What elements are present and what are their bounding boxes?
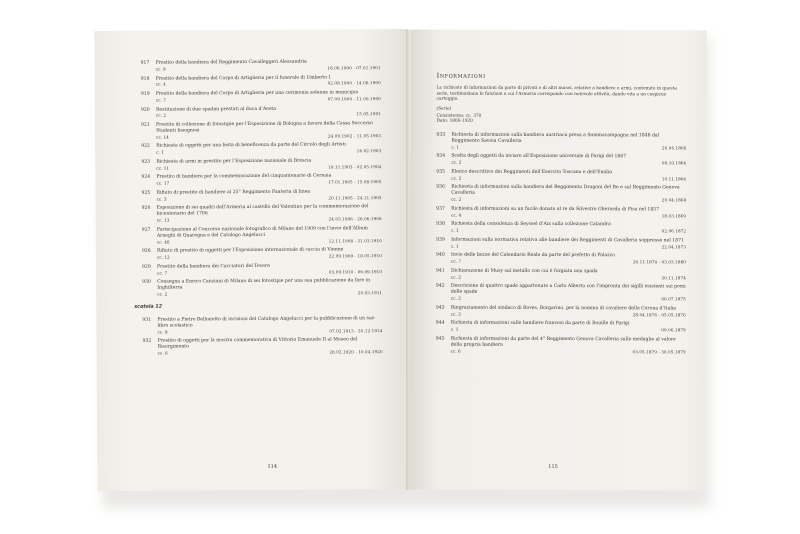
entry-date: 16.02.1903 [356, 148, 382, 154]
entry-meta [451, 160, 686, 167]
entry-folio-count: c. 1 [451, 144, 460, 150]
catalog-entry [141, 59, 381, 72]
right-page-entries [436, 133, 687, 355]
entry-date: 16.06.1900 - 07.01.1901 [327, 65, 381, 71]
left-page [94, 29, 411, 491]
entry-folio-count: cc. 7 [450, 258, 462, 264]
right-page [409, 29, 707, 490]
series-consistency: Consistenza: cc. 370 [436, 113, 482, 119]
entry-title: Informazioni sulla normativa relativa alle bandiere dei Reggimenti di Cavalleria soppresse nel 1871 [451, 237, 684, 244]
catalog-entry [436, 185, 686, 204]
entry-meta [451, 327, 686, 334]
entry-folio-count: cc. 2 [451, 175, 462, 181]
entry-number: 917 [140, 60, 150, 66]
entry-folio-count: cc. 9 [155, 66, 166, 72]
entry-folio-count: c. 1 [451, 243, 459, 249]
section-title: Informazioni [436, 71, 486, 80]
entry-number: 919 [140, 91, 150, 97]
entry-title: Richiesta di informazioni su un fucile donato al re da Silvestro Gherardu di Pisa nel 1857 [451, 206, 660, 213]
entry-folio-count: cc. 2 [451, 159, 462, 165]
entry-meta [156, 148, 381, 155]
entry-title: Richiesta di oggetti per una festa di beneficenza da parte del Circolo degli Artisti [156, 142, 346, 150]
entry-number: 935 [436, 169, 446, 175]
entry-title: Scelta degli oggetti da inviare all’Esposizione universale di Parigi del 1867 [451, 154, 627, 160]
entry-title: Prestito della bandiera dei Cacciatori del Tevere [157, 263, 270, 270]
entry-folio-count: cc. 14 [156, 134, 169, 140]
entry-folio-count: cc. 2 [450, 295, 461, 301]
entry-title: Rifiuto di prestito di bandiere al 25° Reggimento Fanteria di linea [156, 189, 311, 196]
catalog-entry [436, 336, 686, 355]
entry-folio-count: c. 1 [156, 149, 164, 155]
entry-title: Prestito di oggetti per la mostra commemorativa di Vittorio Emanuele II al Museo del Risorgimento [157, 337, 358, 350]
entry-folio-count: cc. 7 [157, 270, 168, 276]
entry-date: 02.06.1872 [661, 228, 687, 234]
catalog-entry [142, 205, 382, 224]
right-page-content [436, 72, 687, 359]
entry-meta [451, 175, 686, 182]
entry-date: 20.11.1905 - 24.11.1905 [328, 194, 382, 201]
entry-number: 922 [141, 144, 151, 150]
entry-number: 939 [436, 237, 445, 243]
entry-title: Prestito della bandiera del Corpo di Artiglieria per una cerimonia solenne in municipio [155, 90, 359, 97]
entry-folio-count: cc. 12 [156, 254, 170, 260]
entry-number: 931 [142, 317, 152, 323]
entry-meta [156, 112, 381, 119]
entry-folio-count: cc. 9 [157, 329, 168, 335]
entry-meta [157, 290, 382, 297]
entry-meta [451, 296, 686, 303]
catalog-entry [141, 121, 381, 140]
entry-folio-count: cc. 4 [451, 212, 462, 218]
entry-number: 933 [436, 132, 446, 138]
catalog-entry [436, 154, 686, 167]
entry-meta [451, 212, 686, 219]
series-label: (Serie) [436, 106, 452, 112]
entry-meta [451, 197, 686, 204]
entry-title: Dichiarazione di Musy sul metallo con cui è forgiata una spada [450, 268, 598, 274]
entry-title: Rifiuto di prestito di oggetti per l’Esposizione internazionale di caccia di Vienne [156, 247, 344, 254]
entry-title: Prestito della bandiera del Reggimento Cavalleggeri Alessandria [155, 59, 307, 66]
entry-folio-count: cc. 40 [156, 239, 170, 245]
entry-date: 06.07.1875 [661, 296, 686, 302]
entry-title: Prestito di bandiere per la commemorazione del cinquantenario di Cernaia [156, 173, 332, 181]
entry-date: 20.04.1868 [661, 197, 687, 203]
entry-folio-count: cc. 2 [450, 274, 461, 280]
entry-number: 926 [141, 206, 151, 212]
catalog-entry [142, 247, 382, 260]
catalog-entry [436, 169, 686, 182]
entry-number: 920 [140, 107, 150, 113]
entry-title: Richiesta della consulenza di Seyssel d’Aix sulla collezione Calandra [451, 221, 611, 228]
entry-folio-count: cc. 6 [157, 350, 168, 356]
entry-title: Prestito di collezione di fotostipie per l’Esposizione di Bologna a favore della Cassa Soccorso Studenti bisognosi [156, 121, 373, 134]
entry-meta [158, 349, 383, 356]
catalog-entry [436, 133, 686, 152]
catalog-entry [142, 263, 382, 276]
left-page-entries [134, 59, 383, 360]
entry-number: 943 [435, 305, 445, 311]
entry-meta [451, 228, 686, 235]
catalog-entry [142, 189, 382, 202]
entry-title: Restituzione di due spadini prestati al duca d’Aosta [155, 106, 277, 113]
entry-folio-count: c. 1 [451, 227, 459, 233]
entry-date: 12.11.1908 - 31.03.1910 [328, 237, 382, 244]
entry-meta [156, 81, 381, 88]
entry-meta [451, 348, 686, 355]
entry-folio-count: cc. 13 [156, 217, 170, 223]
entry-folio-count: cc. 6 [450, 348, 461, 354]
entry-date: 24.03.1906 - 28.06.1906 [328, 216, 382, 222]
catalog-entry [141, 174, 381, 187]
catalog-entry [141, 143, 381, 156]
catalog-entry [142, 278, 382, 297]
entry-folio-count: cc. 2 [155, 113, 167, 119]
entry-number: 945 [435, 336, 445, 342]
catalog-entry [436, 253, 686, 266]
entry-title: Richiesta di informazioni sulla bandiera del Reggimento Dragoni del Re e sul Reggimento Genova Cavalleria [451, 185, 680, 196]
entry-date: 10.11.1866 [661, 176, 687, 182]
entry-date: 07.02.1913 - 20.12.1914 [329, 327, 383, 334]
catalog-entry [141, 106, 381, 119]
catalog-entry [436, 268, 686, 281]
entry-date: 22.09.1909 - 18.05.1910 [328, 253, 382, 259]
series-meta [436, 106, 686, 125]
entry-meta [451, 243, 686, 250]
entry-title: Partecipazione al Concorso nazionale fotografico di Milano del 1909 con l’invio dell’Album Arneghi di Quaregna e del Catalogo Angelucci [156, 226, 368, 239]
entry-folio-count: c. 1 [450, 326, 459, 332]
entry-date: 20.03.1911 [357, 290, 383, 296]
section-intro: Le richieste di informazioni da parte di privati e di altri musei, relative a bandiere e armi, contenute in questa serie, testimoniano le funzioni a cui l’Armeria corrisponde con notevole attività, dando vita a un cospicuo carteggio. [436, 85, 677, 102]
entry-number: 934 [436, 153, 446, 159]
entry-number: 927 [141, 227, 151, 233]
entry-title: Richiesta di informazioni da parte del 4° Reggimento Genova Cavalleria sulle medaglie al valore della propria bandiera [450, 336, 676, 348]
entry-date: 28.02.1920 - 10.04.1920 [329, 349, 383, 355]
catalog-entry [436, 284, 686, 303]
catalog-entry [141, 75, 381, 88]
entry-number: 924 [141, 175, 151, 181]
entry-meta [451, 274, 686, 281]
entry-date: 19.11.1903 - 02.05.1904 [328, 163, 382, 170]
catalog-entry [142, 316, 382, 335]
entry-title: Invio delle bozze del Calendario Reale da parte del prefetto di Palazzo [451, 252, 615, 259]
entry-date: 03.09.1910 - 06.09.1910 [328, 268, 383, 275]
entry-folio-count: cc. 4 [155, 82, 166, 88]
entry-title: Richiesta di armi in prestito per l’Esposizione nazionale di Brescia [156, 158, 312, 165]
entry-title: Richiesta di informazioni sulla bandiera austriaca presa a Sommacampagna nel 1848 dal Reggimento Savoia Cavalleria [451, 132, 660, 144]
entry-title: Prestito a Pietro Bellonotto di incisioni del Catalogo Angelucci per la pubblicazione di un suo libro scolastico [157, 316, 375, 329]
entry-date: 17.01.1905 - 15.08.1905 [328, 179, 382, 185]
entry-date: 22.04.1873 [661, 244, 687, 250]
catalog-entry [436, 237, 686, 250]
entry-date: 09.10.1866 [661, 160, 687, 166]
entry-folio-count: cc. 17 [156, 180, 170, 186]
catalog-entry [436, 222, 686, 235]
entry-date: 09.06.1879 [661, 327, 686, 333]
entry-title: Richiesta di informazioni sulle bandiere francesi da parte di Bouille di Parigi [450, 320, 630, 327]
entry-number: 938 [436, 221, 445, 227]
entry-date: 24.09.1902 - 11.05.1903 [327, 132, 382, 139]
catalog-entry [141, 158, 381, 171]
entry-folio-count: cc. 11 [156, 165, 170, 171]
entry-number: 944 [435, 320, 445, 326]
entry-date: 26.11.1874 - 03.03.1880 [632, 259, 687, 265]
entry-number: 936 [436, 184, 446, 190]
entry-title: Elenco descrittivo dei Reggimenti dell’Esercito Toscano e dell’Emilia [451, 169, 613, 176]
entry-title: Descrizione di quattro spade appartenute a Carlo Alberto con l’impronta dei sigilli esistenti sui pomi delle spade [450, 283, 686, 295]
entry-number: 928 [141, 248, 151, 254]
catalog-entry [436, 321, 686, 334]
entry-number: 937 [436, 206, 445, 212]
catalog-entry [436, 206, 686, 219]
entry-meta [156, 179, 381, 186]
catalog-entry [142, 226, 382, 245]
entry-title: Consegna a Enrico Canziani di Milano di sei fotostipie per una sua pubblicazione da fare in Inghilterra [157, 278, 371, 291]
entry-folio-count: cc. 7 [155, 97, 166, 103]
entry-date: 03.05.1879 - 30.05.1879 [632, 348, 686, 354]
entry-date: 28.04.1876 - 05.05.1876 [632, 311, 686, 318]
entry-folio-count: cc. 2 [451, 196, 462, 202]
catalog-entry [436, 305, 686, 318]
entry-folio-count: cc. 3 [156, 196, 167, 202]
page-number-right: 115 [548, 463, 558, 471]
entry-number: 918 [140, 76, 150, 82]
entry-number: 941 [435, 268, 445, 274]
entry-meta [451, 259, 686, 266]
entry-date: 02.08.1900 - 14.08.1900 [327, 80, 381, 86]
entry-date: 18.03.1869 [661, 213, 687, 219]
page-number-left: 114 [267, 463, 278, 470]
entry-date: 07.09.1900 - 11.09.1900 [327, 96, 381, 102]
series-dates: Date: 1866-1920 [436, 118, 473, 125]
entry-folio-count: cc. 2 [157, 291, 168, 297]
entry-number: 929 [142, 264, 151, 270]
entry-date: 15.05.1901 [356, 111, 382, 117]
catalog-entry [141, 90, 381, 103]
entry-title: Prestito della bandiera del Corpo di Artiglieria per il funerale di Umberto I [155, 74, 331, 82]
entry-number: 940 [436, 252, 445, 258]
entry-folio-count: cc. 3 [450, 311, 461, 317]
entry-title: Ringraziamento del sindaco di Boves, Borgarino, per la nomina di cavaliere della Corona d’Italia [450, 305, 677, 312]
box-heading: scatola 12 [134, 304, 163, 310]
entry-number: 923 [141, 159, 151, 165]
entry-date: 30.11.1874 [661, 275, 686, 281]
entry-number: 932 [142, 339, 152, 345]
entry-meta [451, 311, 686, 318]
entry-number: 942 [435, 283, 445, 289]
entry-number: 921 [141, 122, 150, 128]
entry-number: 930 [142, 279, 151, 285]
entry-date: 26.06.1866 [661, 145, 687, 151]
entry-title: Esposizione di sei quadri dell’Armeria al castello del Valentino per la commemorazione del bicentenario del 1706 [156, 204, 369, 217]
entry-meta [451, 144, 686, 151]
entry-number: 925 [141, 190, 151, 196]
catalog-entry [143, 337, 383, 356]
